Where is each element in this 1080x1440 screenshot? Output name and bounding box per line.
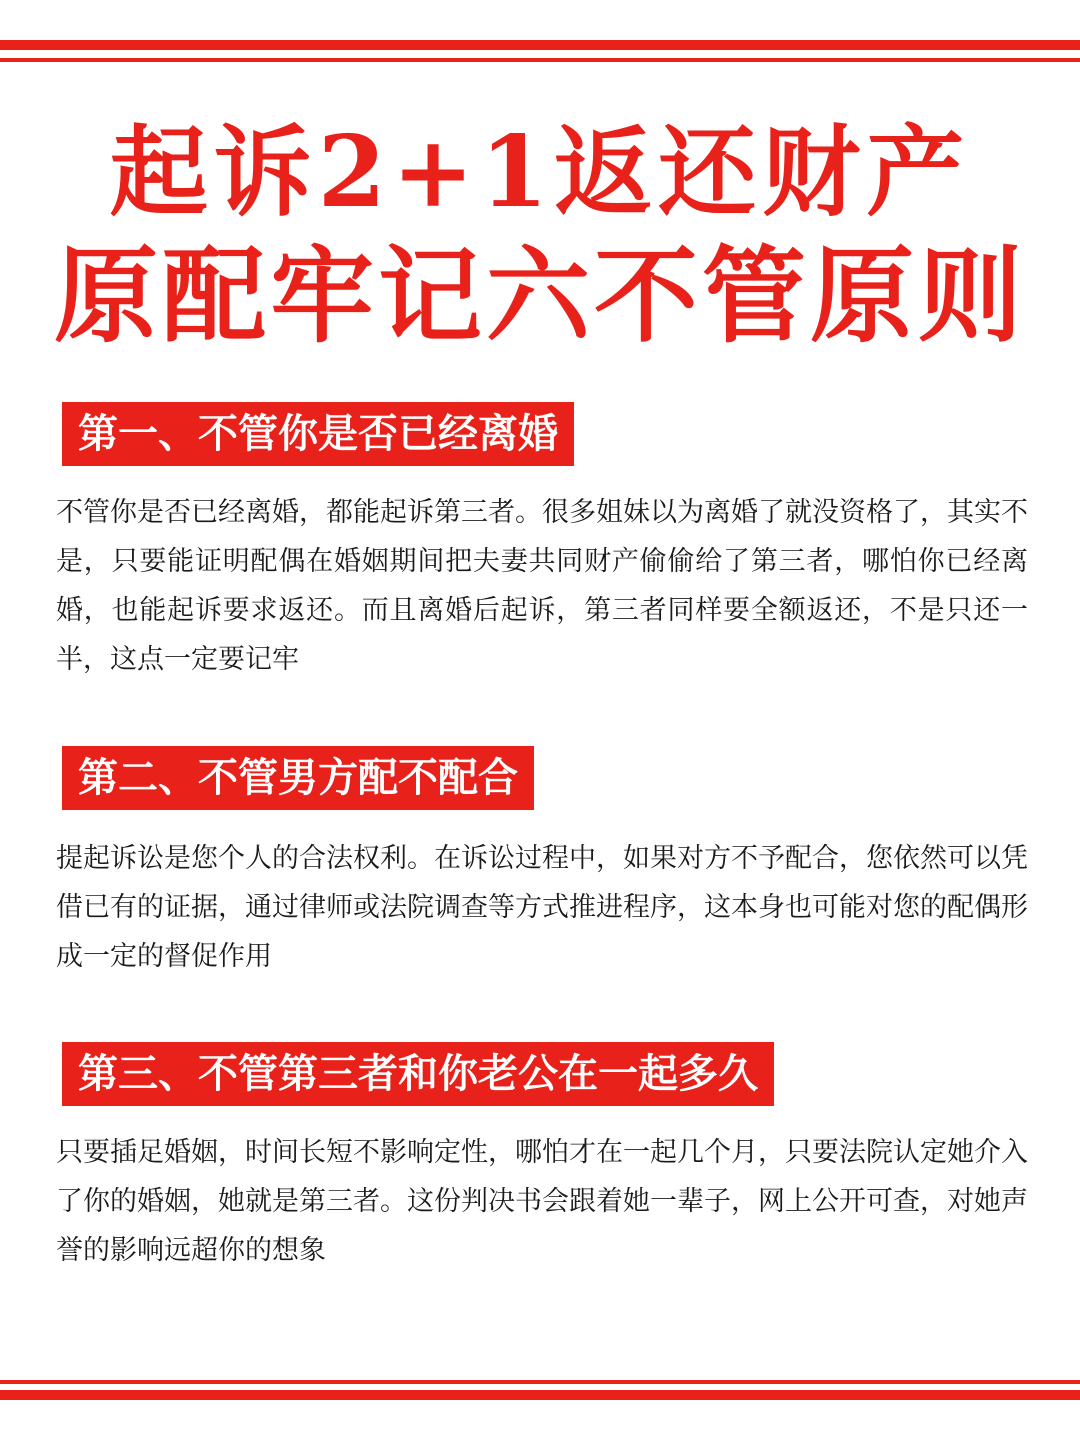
top-border-thick [0, 40, 1080, 50]
bottom-border-thin [0, 1380, 1080, 1384]
section-2-heading: 第二、不管男方配不配合 [62, 746, 534, 810]
top-border-thin [0, 58, 1080, 62]
page-title-line-1: 起诉2+1返还财产 [109, 115, 971, 230]
section-2-body: 提起诉讼是您个人的合法权利。在诉讼过程中，如果对方不予配合，您依然可以凭借已有的证据，通过律师或法院调查等方式推进程序，这本身也可能对您的配偶形成一定的督促作用 [56, 843, 1028, 972]
section-1-body: 不管你是否已经离婚，都能起诉第三者。很多姐妹以为离婚了就没资格了，其实不是，只要能证明配偶在婚姻期间把夫妻共同财产偷偷给了第三者，哪怕你已经离婚，也能起诉要求返还。而且离婚后起诉，第三者同样要全额返还，不是只还一半，这点一定要记牢 [56, 497, 1028, 675]
page-title-line-2: 原配牢记六不管原则 [53, 234, 1026, 357]
section-3-heading: 第三、不管第三者和你老公在一起多久 [62, 1042, 774, 1106]
section-1-heading: 第一、不管你是否已经离婚 [62, 402, 574, 466]
section-3-body: 只要插足婚姻，时间长短不影响定性，哪怕才在一起几个月，只要法院认定她介入了你的婚姻，她就是第三者。这份判决书会跟着她一辈子，网上公开可查，对她声誉的影响远超你的想象 [56, 1137, 1028, 1266]
bottom-border-thick [0, 1390, 1080, 1400]
